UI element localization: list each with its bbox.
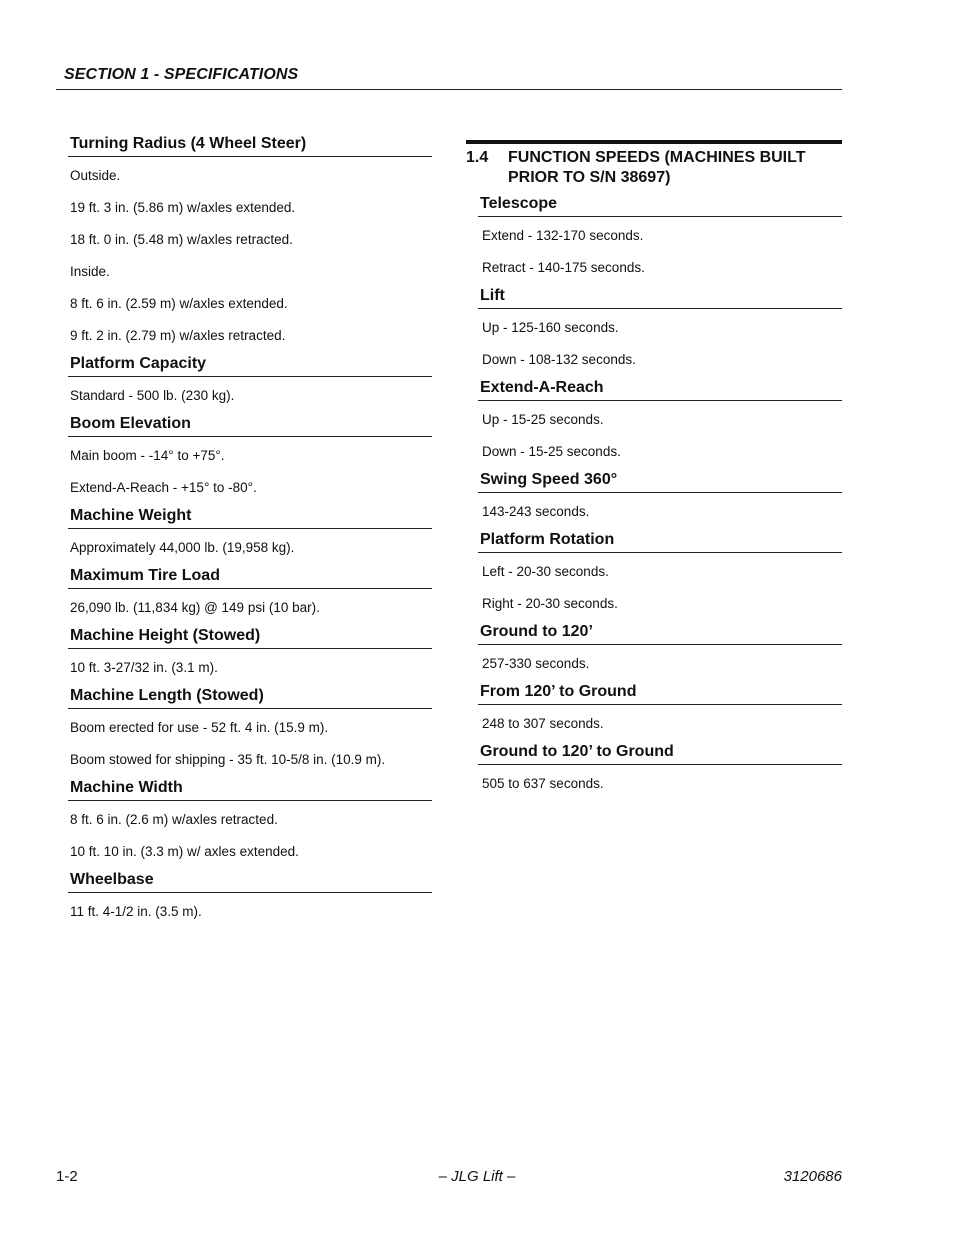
spec-block xyxy=(466,378,842,460)
section-title: SECTION 1 - SPECIFICATIONS xyxy=(64,66,299,83)
spec-items xyxy=(480,776,842,792)
spec-title: Boom Elevation xyxy=(68,414,432,437)
spec-title: Telescope xyxy=(478,194,842,217)
spec-item: 19 ft. 3 in. (5.86 m) w/axles extended. xyxy=(70,200,296,215)
spec-item: Extend - 132-170 seconds. xyxy=(482,228,644,243)
spec-items xyxy=(480,228,842,276)
spec-title: Platform Rotation xyxy=(478,530,842,553)
spec-item: Left - 20-30 seconds. xyxy=(482,564,609,579)
spec-block xyxy=(68,134,432,344)
spec-block xyxy=(466,682,842,732)
spec-item: 505 to 637 seconds. xyxy=(482,776,604,791)
spec-items xyxy=(480,412,842,460)
spec-title: Machine Height (Stowed) xyxy=(68,626,432,649)
left-column xyxy=(68,134,432,930)
spec-items xyxy=(480,656,842,672)
spec-item: 11 ft. 4-1/2 in. (3.5 m). xyxy=(70,904,202,919)
spec-item: 18 ft. 0 in. (5.48 m) w/axles retracted. xyxy=(70,232,293,247)
spec-block xyxy=(68,354,432,404)
spec-block xyxy=(466,470,842,520)
spec-item: Standard - 500 lb. (230 kg). xyxy=(70,388,235,403)
spec-items xyxy=(68,720,432,768)
spec-block xyxy=(466,530,842,612)
spec-item: 10 ft. 10 in. (3.3 m) w/ axles extended. xyxy=(70,844,299,859)
spec-item: Up - 125-160 seconds. xyxy=(482,320,619,335)
spec-block xyxy=(466,742,842,792)
right-column xyxy=(466,140,842,802)
section-heading xyxy=(466,140,842,188)
spec-title: Platform Capacity xyxy=(68,354,432,377)
spec-title: From 120’ to Ground xyxy=(478,682,842,705)
spec-items xyxy=(68,388,432,404)
spec-item: Up - 15-25 seconds. xyxy=(482,412,604,427)
page-header xyxy=(56,64,842,90)
spec-block xyxy=(68,566,432,616)
spec-item: 257-330 seconds. xyxy=(482,656,590,671)
spec-items xyxy=(68,660,432,676)
spec-items xyxy=(68,540,432,556)
spec-block xyxy=(68,506,432,556)
spec-item: Approximately 44,000 lb. (19,958 kg). xyxy=(70,540,295,555)
footer-brand: – JLG Lift – xyxy=(438,1168,516,1185)
spec-items xyxy=(68,904,432,920)
spec-items xyxy=(480,716,842,732)
spec-items xyxy=(68,812,432,860)
spec-item: 26,090 lb. (11,834 kg) @ 149 psi (10 bar). xyxy=(70,600,320,615)
spec-item: Boom erected for use - 52 ft. 4 in. (15.9 m). xyxy=(70,720,329,735)
spec-block xyxy=(68,686,432,768)
spec-item: Main boom - -14° to +75°. xyxy=(70,448,225,463)
spec-item: Outside. xyxy=(70,168,121,183)
spec-block xyxy=(68,626,432,676)
spec-item: 248 to 307 seconds. xyxy=(482,716,604,731)
section-heading-title: FUNCTION SPEEDS (MACHINES BUILT PRIOR TO S/N 38697) xyxy=(508,149,806,186)
spec-items xyxy=(480,504,842,520)
spec-block xyxy=(466,622,842,672)
section-number: 1.4 xyxy=(466,149,489,166)
spec-items xyxy=(68,448,432,496)
spec-block xyxy=(68,870,432,920)
spec-block xyxy=(68,414,432,496)
spec-title: Swing Speed 360° xyxy=(478,470,842,493)
spec-title: Machine Weight xyxy=(68,506,432,529)
spec-block xyxy=(466,286,842,368)
spec-title: Ground to 120’ to Ground xyxy=(478,742,842,765)
spec-item: Right - 20-30 seconds. xyxy=(482,596,618,611)
spec-item: 10 ft. 3-27/32 in. (3.1 m). xyxy=(70,660,218,675)
function-speeds-list xyxy=(466,194,842,792)
spec-block xyxy=(466,194,842,276)
spec-item: 9 ft. 2 in. (2.79 m) w/axles retracted. xyxy=(70,328,286,343)
spec-title: Turning Radius (4 Wheel Steer) xyxy=(68,134,432,157)
page-number: 1-2 xyxy=(56,1168,78,1185)
spec-item: Extend-A-Reach - +15° to -80°. xyxy=(70,480,257,495)
spec-title: Maximum Tire Load xyxy=(68,566,432,589)
spec-item: Down - 15-25 seconds. xyxy=(482,444,621,459)
spec-items xyxy=(480,320,842,368)
spec-title: Extend-A-Reach xyxy=(478,378,842,401)
spec-title: Ground to 120’ xyxy=(478,622,842,645)
spec-block xyxy=(68,778,432,860)
spec-title: Lift xyxy=(478,286,842,309)
spec-item: 8 ft. 6 in. (2.6 m) w/axles retracted. xyxy=(70,812,278,827)
spec-items xyxy=(68,600,432,616)
spec-item: Down - 108-132 seconds. xyxy=(482,352,636,367)
spec-items xyxy=(68,168,432,344)
spec-title: Wheelbase xyxy=(68,870,432,893)
spec-item: Boom stowed for shipping - 35 ft. 10-5/8 in. (10.9 m). xyxy=(70,752,386,767)
spec-item: Retract - 140-175 seconds. xyxy=(482,260,645,275)
document-number: 3120686 xyxy=(783,1168,842,1185)
spec-title: Machine Width xyxy=(68,778,432,801)
spec-item: 143-243 seconds. xyxy=(482,504,590,519)
spec-items xyxy=(480,564,842,612)
spec-item: Inside. xyxy=(70,264,110,279)
spec-title: Machine Length (Stowed) xyxy=(68,686,432,709)
spec-item: 8 ft. 6 in. (2.59 m) w/axles extended. xyxy=(70,296,288,311)
